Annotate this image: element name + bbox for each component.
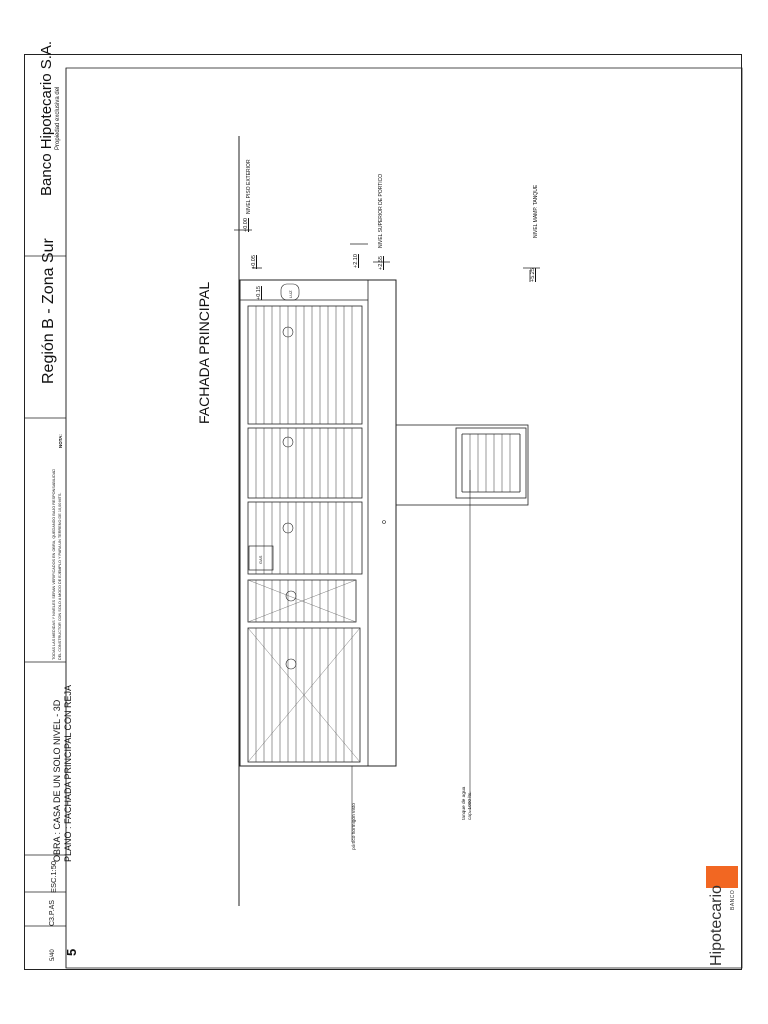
note-line-1: TODAS LAS MEDIDAS Y NIVELES SERAN VERIFICADOS EN OBRA, QUEDANDO BAJO RESPONSABILIDAD	[52, 468, 56, 660]
project-name: OBRA : CASA DE UN SOLO NIVEL - 3D	[52, 699, 62, 862]
facade-outline	[240, 280, 396, 766]
panel-2	[248, 428, 362, 498]
level-portico-value: +2.55	[378, 256, 384, 270]
level-portico-lower: +2.10	[353, 254, 359, 268]
annotation-leaders	[352, 470, 470, 842]
slats	[256, 306, 510, 762]
panel-3	[248, 502, 362, 574]
level-exterior-value: +0.00	[243, 218, 249, 232]
sheet-number: 5/40	[50, 949, 56, 961]
panel-1	[248, 306, 362, 424]
gas-meter-label: GAS	[258, 555, 263, 564]
plan-name: PLANO : FACHADA PRINCIPAL CON REJA	[63, 684, 73, 862]
light-box-label: LUZ	[288, 290, 293, 298]
annotation-tank-line2: cap. 1000 lts.	[468, 791, 473, 820]
region-label: Región B - Zona Sur	[40, 238, 57, 384]
company-name: Banco Hipotecario S.A.	[38, 40, 55, 196]
scale-label: ESC.1:50	[49, 860, 58, 893]
level-sill-value: +0.15	[256, 286, 262, 300]
level-exterior-label: NIVEL PISO EXTERIOR	[246, 159, 252, 214]
water-tank	[456, 428, 526, 498]
note-title: NOTA:	[58, 434, 63, 448]
wall-lamps	[281, 284, 386, 669]
level-tank-value: +5.25	[530, 268, 536, 282]
page-number: 5	[64, 948, 79, 956]
level-portico-label: NIVEL SUPERIOR DE PORTICO	[378, 173, 384, 248]
annotation-tank-line1: tanque de agua	[462, 786, 467, 820]
inner-frame	[66, 68, 742, 968]
logo-wordmark: Hipotecario	[708, 885, 725, 966]
annotation-portico: pórtico hormigón visto	[352, 803, 357, 850]
note-line-2: DEL CONSTRUCTOR CON SOLO A MODO DE EJEMPLO Y PARA UN TERRENO DE 10,00 MTS.	[58, 492, 62, 660]
level-exterior-minus: +0.05	[251, 255, 257, 269]
logo-banco-label: BANCO	[730, 889, 736, 910]
drawing-title: FACHADA PRINCIPAL	[196, 281, 212, 424]
level-tank-label: NIVEL MAMP. TANQUE	[533, 184, 539, 238]
drawing-code: C3.P.AS	[49, 900, 56, 926]
owner-label: Propiedad exclusiva del	[55, 86, 61, 150]
